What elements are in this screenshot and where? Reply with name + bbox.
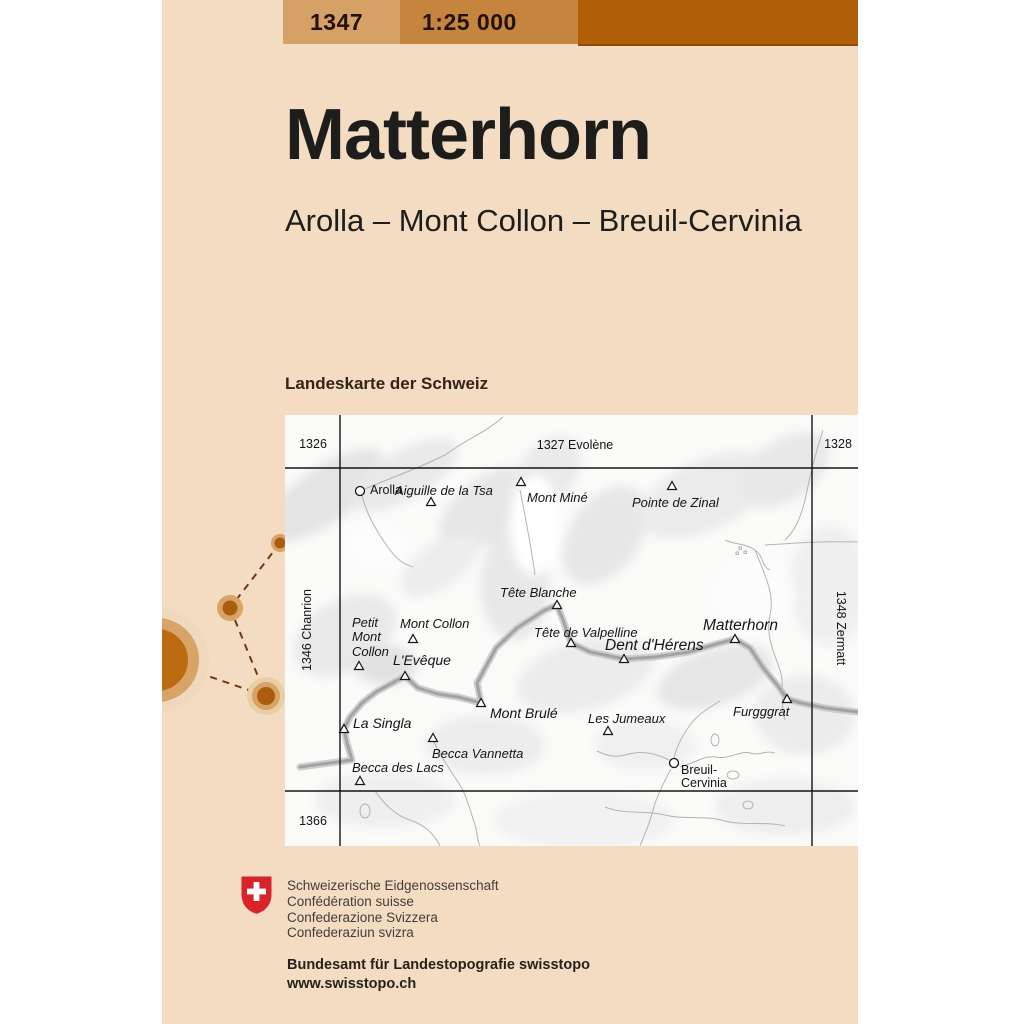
map-label-tete-de-valpelline: Tête de Valpelline <box>534 625 638 640</box>
map-label-breuil-line2: Cervinia <box>681 776 727 790</box>
map-scale: 1:25 000 <box>422 8 517 35</box>
map-label-breuil-line1: Breuil- <box>681 763 718 777</box>
map-label-furgggrat: Furgggrat <box>733 704 790 719</box>
map-label-becca-vannetta: Becca Vannetta <box>432 746 524 761</box>
map-label-petit-mont-collon-3: Collon <box>352 644 389 659</box>
index-map <box>285 415 858 846</box>
map-label-leveque: L'Evêque <box>393 652 451 668</box>
federal-line-rm: Confederaziun svizra <box>287 925 414 941</box>
map-label-les-jumeaux: Les Jumeaux <box>588 711 666 726</box>
map-label-petit-mont-collon-1: Petit <box>352 615 379 630</box>
cross-horizontal <box>247 889 266 895</box>
neighbor-sheet-top-right: 1328 <box>824 437 852 451</box>
map-cover <box>162 0 858 1024</box>
swiss-coat-of-arms <box>240 875 273 915</box>
map-label-mont-mine: Mont Miné <box>527 490 588 505</box>
federal-line-fr: Confédération suisse <box>287 893 414 909</box>
agency-website: www.swisstopo.ch <box>287 976 417 992</box>
federal-text-block <box>287 878 499 941</box>
map-label-dent-dherens: Dent d'Hérens <box>605 637 704 654</box>
page-title: Matterhorn <box>285 95 651 175</box>
map-label-la-singla: La Singla <box>353 715 412 731</box>
neighbor-sheet-bottom-left: 1366 <box>299 814 327 828</box>
sheet-number: 1347 <box>310 8 364 35</box>
page-subtitle: Arolla – Mont Collon – Breuil-Cervinia <box>285 203 802 238</box>
map-label-petit-mont-collon-2: Mont <box>352 629 381 644</box>
dashed-lines <box>205 543 280 696</box>
triangulation-point-b <box>217 595 243 621</box>
neighbor-sheet-top-center: 1327 Evolène <box>536 438 614 452</box>
map-label-mont-brule: Mont Brulé <box>490 705 558 721</box>
map-label-tete-blanche: Tête Blanche <box>500 585 577 600</box>
series-label: Landeskarte der Schweiz <box>285 374 489 393</box>
map-label-pointe-de-zinal: Pointe de Zinal <box>632 495 719 510</box>
map-label-mont-collon: Mont Collon <box>400 616 470 631</box>
neighbor-sheet-right: 1348 Zermatt <box>834 590 848 666</box>
federal-line-de: Schweizerische Eidgenossenschaft <box>287 878 499 893</box>
index-map-svg <box>285 415 858 846</box>
agency-text-block <box>287 956 590 994</box>
map-label-arolla: Arolla <box>370 483 402 497</box>
map-label-matterhorn: Matterhorn <box>703 617 778 634</box>
neighbor-sheet-top-left: 1326 <box>299 437 327 451</box>
agency-name: Bundesamt für Landestopografie swisstopo <box>287 957 590 973</box>
federal-line-it: Confederazione Svizzera <box>287 909 438 925</box>
map-label-aiguille-de-la-tsa: Aiguille de la Tsa <box>395 483 493 498</box>
neighbor-sheet-left: 1346 Chanrion <box>300 588 314 672</box>
map-label-becca-des-lacs: Becca des Lacs <box>352 760 444 775</box>
triangulation-point-c <box>247 677 285 715</box>
